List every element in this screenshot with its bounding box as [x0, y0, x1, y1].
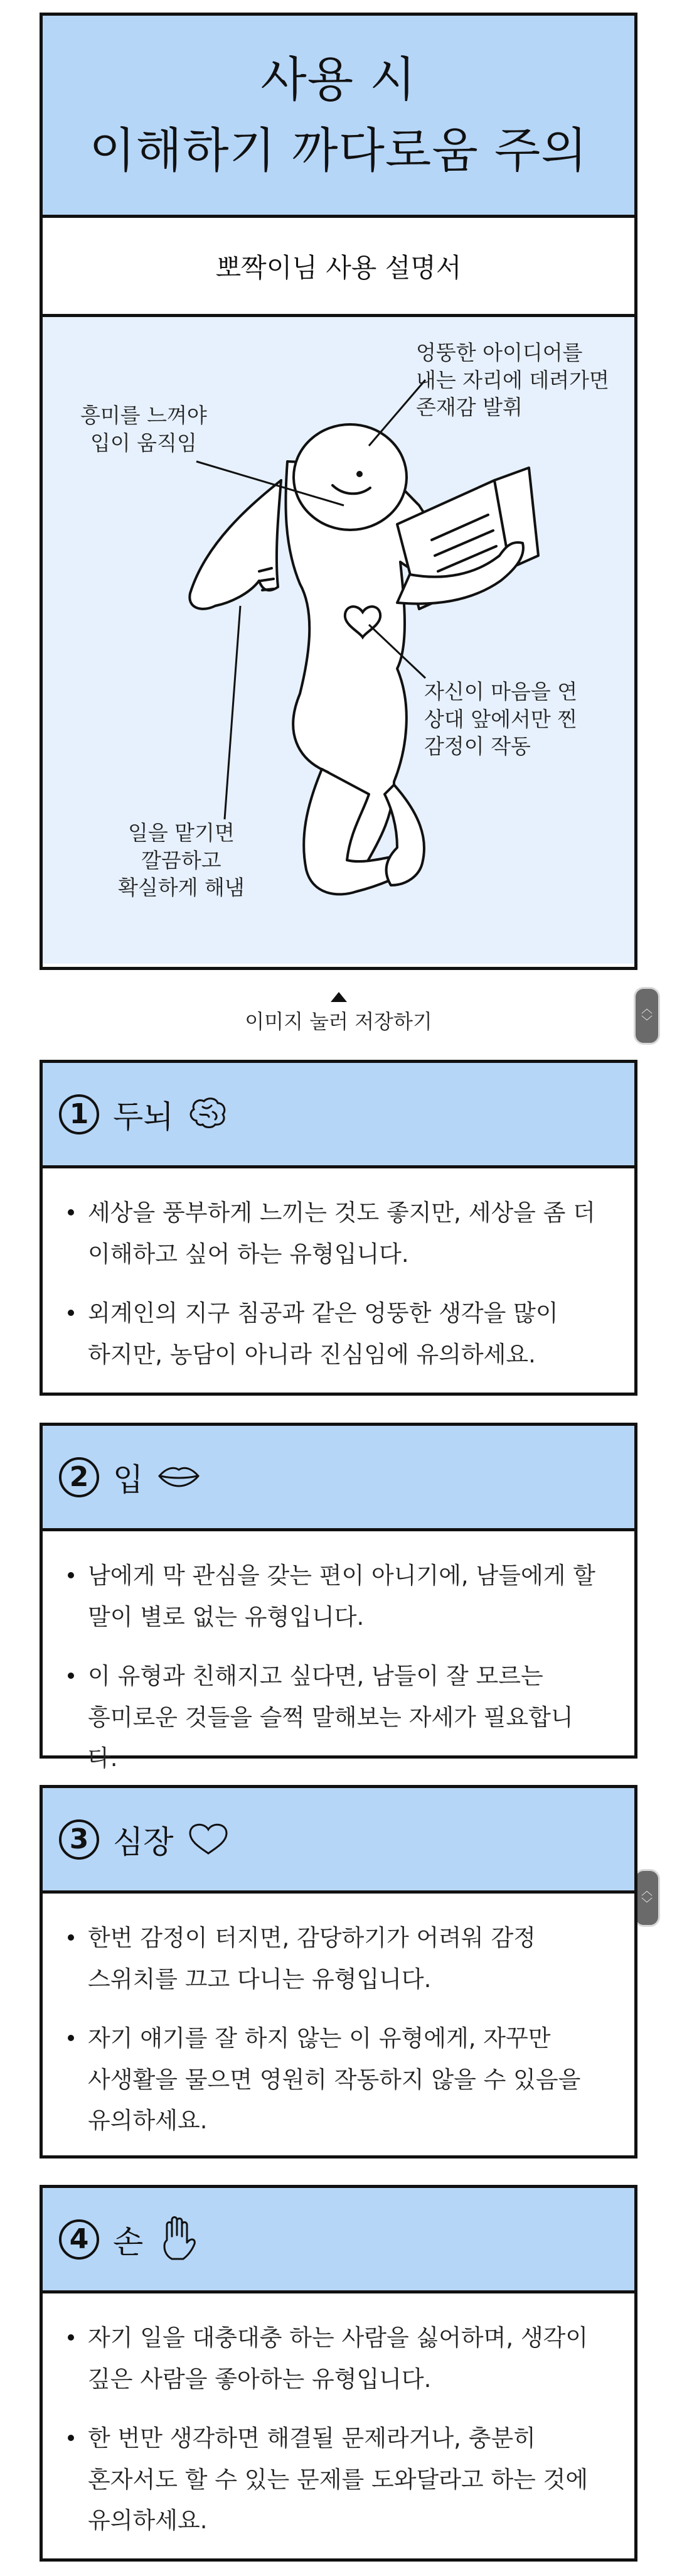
card-number: 4 — [59, 2219, 99, 2260]
card-title: 입 — [113, 1461, 144, 1498]
card-title: 심장 — [113, 1823, 174, 1860]
chevron-up-icon[interactable]: ︿ — [641, 1003, 653, 1016]
heart-icon — [188, 1821, 229, 1858]
card-number: 3 — [59, 1819, 99, 1860]
card-body — [43, 1531, 634, 1816]
scroll-control[interactable] — [634, 987, 660, 1045]
save-image-hint[interactable]: 이미지 눌러 저장하기 — [0, 992, 677, 1035]
card-title: 두뇌 — [113, 1098, 174, 1135]
lips-icon — [157, 1463, 201, 1491]
section-card-heart — [40, 1785, 637, 2158]
card-title: 손 — [113, 2223, 144, 2260]
chevron-down-icon[interactable]: ﹀ — [641, 1897, 653, 1910]
scroll-control[interactable] — [634, 1869, 660, 1927]
callout-mouth: 흥미를 느껴야 입이 움직임 — [80, 403, 207, 455]
list-item: 남에게 막 관심을 갖는 편이 아니기에, 남들에게 할 말이 별로 없는 유형입니다. — [68, 1555, 603, 1638]
callout-hand: 일을 맡기면 깔끔하고 확실하게 해냄 — [118, 821, 245, 900]
section-card-mouth — [40, 1423, 637, 1772]
hero-title — [43, 16, 634, 218]
list-item: 한번 감정이 터지면, 감당하기가 어려워 감정 스위치를 끄고 다니는 유형입니다. — [68, 1917, 603, 2000]
list-item: 외계인의 지구 침공과 같은 엉뚱한 생각을 많이 하지만, 농담이 아니라 진심임에 유의하세요. — [68, 1293, 603, 1376]
hand-icon — [157, 2215, 198, 2264]
list-item: 한 번만 생각하면 해결될 문제라거나, 충분히 혼자서도 할 수 있는 문제를 도와달라고 하는 것에 유의하세요. — [68, 2418, 603, 2542]
hero-title-line2: 이해하기 까다로움 주의 — [89, 122, 588, 178]
list-item: 자기 얘기를 잘 하지 않는 이 유형에게, 자꾸만 사생활을 물으면 영원히 작동하지 않을 수 있음을 유의하세요. — [68, 2018, 603, 2142]
list-item: 이 유형과 친해지고 싶다면, 남들이 잘 모르는 흥미로운 것들을 슬쩍 말해보는 자세가 필요합니다. — [68, 1656, 603, 1780]
chevron-down-icon[interactable]: ﹀ — [641, 1015, 653, 1028]
card-body — [43, 1894, 634, 2178]
list-item: 세상을 풍부하게 느끼는 것도 좋지만, 세상을 좀 더 이해하고 싶어 하는 유형입니다. — [68, 1192, 603, 1275]
card-body — [43, 2293, 634, 2576]
callout-heart: 자신이 마음을 연 상대 앞에서만 찐 감정이 작동 — [424, 679, 578, 759]
chevron-up-icon[interactable]: ︿ — [641, 1885, 653, 1899]
card-header — [43, 1788, 634, 1894]
card-number: 2 — [59, 1457, 99, 1497]
list-item: 자기 일을 대충대충 하는 사람을 싫어하며, 생각이 깊은 사람을 좋아하는 유형입니다. — [68, 2317, 603, 2400]
hero-subtitle: 뽀짝이님 사용 설명서 — [43, 218, 634, 317]
section-card-hand — [40, 2185, 637, 2562]
card-number: 1 — [59, 1094, 99, 1134]
hero-title-line1: 사용 시 — [260, 51, 417, 108]
triangle-up-icon — [331, 992, 347, 1002]
card-header — [43, 1426, 634, 1531]
card-header — [43, 2188, 634, 2293]
card-body — [43, 1168, 634, 1411]
card-header — [43, 1063, 634, 1168]
callout-brain: 엉뚱한 아이디어를 내는 자리에 데려가면 존재감 발휘 — [416, 340, 609, 420]
brain-icon — [188, 1096, 228, 1133]
character-illustration — [43, 317, 634, 964]
section-card-brain — [40, 1060, 637, 1396]
manual-image[interactable] — [40, 13, 637, 970]
